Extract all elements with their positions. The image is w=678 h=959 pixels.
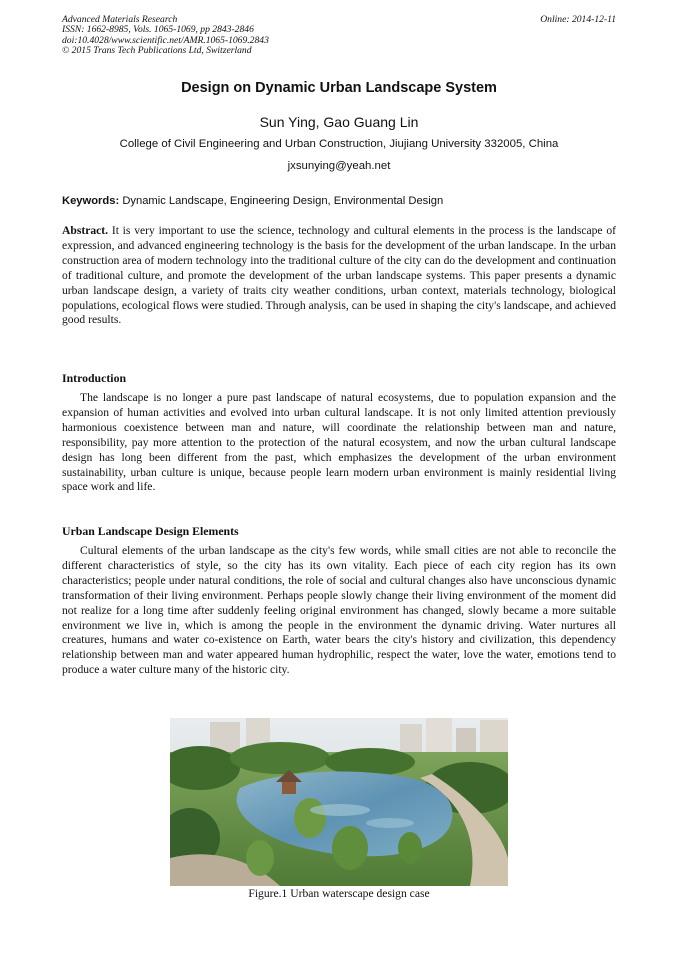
keywords-line — [62, 195, 616, 207]
author-email[interactable]: jxsunying@yeah.net — [287, 160, 391, 172]
keywords-label: Keywords: — [62, 195, 120, 207]
paper-authors: Sun Ying, Gao Guang Lin — [259, 114, 419, 130]
figure-caption: Figure.1 Urban waterscape design case — [248, 887, 430, 900]
issn-line: ISSN: 1662-8985, Vols. 1065-1069, pp 2843-2846 — [62, 24, 254, 36]
abstract-label: Abstract. — [62, 224, 109, 237]
urban-waterscape-image — [170, 718, 508, 886]
abstract-text: It is very important to use the science, technology and cultural elements in the process is the landscape of expression, and advanced engineering technology is the basis for the development of the urban landscape. In the urban construction area of modern technology into the traditional culture of the city can do the development and continuation of traditional culture, and promote the development of the urban landscape systems. This paper presents a dynamic urban landscape design, a variety of traits city weather conditions, urban context, materials technology, biological populations, ecological flows were studied. Through analysis, can be used in shaping the city's landscape, and achieved good results. — [62, 224, 616, 327]
doi-line: doi:10.4028/www.scientific.net/AMR.1065-1069.2843 — [62, 34, 269, 46]
section-heading-introduction: Introduction — [62, 371, 127, 385]
journal-name: Advanced Materials Research — [62, 14, 178, 25]
keywords-text: Dynamic Landscape, Engineering Design, Environmental Design — [122, 195, 444, 207]
paper-title: Design on Dynamic Urban Landscape System — [181, 80, 497, 96]
introduction-paragraph: The landscape is no longer a pure past landscape of natural ecosystems, due to population expansion and the expansion of human activities and evolved into urban cultural landscape. It is not only limited attention previously harmonious coexistence between man and nature, will coordinate the relationship between man and nature, responsibility, pay more attention to the protection of the natural ecosystem, and now the urban cultural landscape design has long been different from the past, which emphasizes the development of the urban environment sustainability, urban culture is unique, because people learn modern urban environment is mainly residential living space work and life. — [62, 391, 616, 494]
design-elements-paragraph: Cultural elements of the urban landscape as the city's few words, while small cities are not able to reconcile the different characteristics of style, so the city has its own vitality. Each piece of each city region has its own characteristics; people under natural conditions, the role of social and cultural changes also have unconscious dynamic transformation of their living environment. Perhaps people slowly change their living environment of the moment did not realize for a long time after suddenly feeling original environment has changed, slowly became a more suitable environment we live in, which is among the people in the environment the dynamic driving. Water nurtures all creatures, humans and water co-existence on Earth, water bears the city's history and civilization, this dependency relationship between man and water appeared human hydrophilic, respect the water, love the water, emotions tend to produce a water culture many of the historic city. — [62, 544, 616, 677]
journal-header — [62, 15, 616, 57]
copyright-line: © 2015 Trans Tech Publications Ltd, Switzerland — [62, 45, 252, 57]
online-date: Online: 2014-12-11 — [540, 14, 616, 25]
section-heading-design-elements: Urban Landscape Design Elements — [62, 524, 239, 538]
paper-affiliation: College of Civil Engineering and Urban Construction, Jiujiang University 332005, China — [119, 138, 559, 150]
abstract-paragraph — [62, 224, 616, 328]
